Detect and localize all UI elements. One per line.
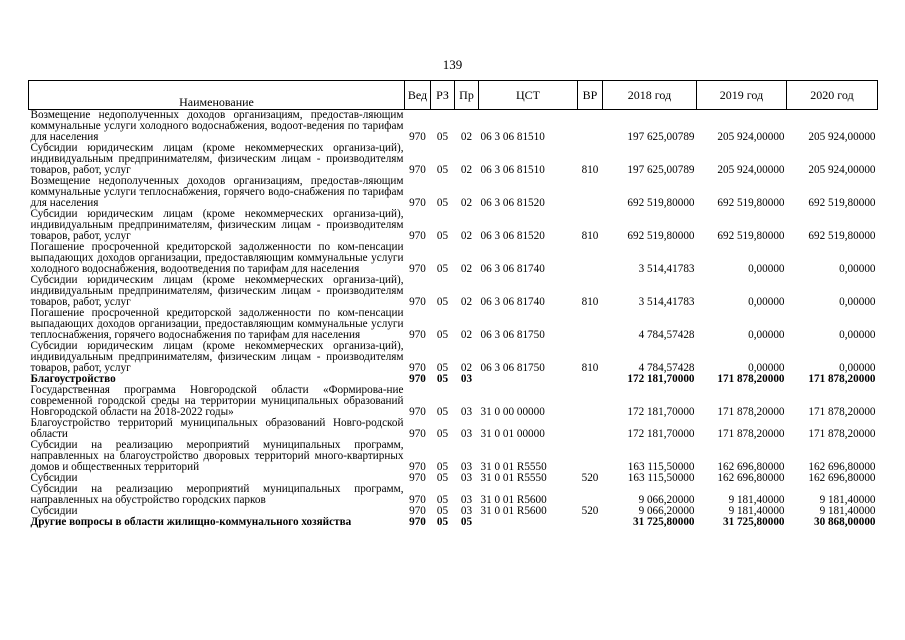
row-cst: 06 3 06 81510	[480, 131, 545, 143]
row-rz: 05	[436, 505, 449, 517]
header-ved: Вед	[405, 81, 431, 110]
table-row	[29, 517, 878, 528]
table-row	[29, 275, 878, 308]
row-vr	[578, 374, 603, 385]
header-2019: 2019 год	[697, 81, 787, 110]
row-rz: 05	[436, 373, 449, 385]
row-rz: 05	[436, 461, 449, 473]
row-2020: 692 519,80000	[808, 197, 876, 209]
row-2020: 205 924,00000	[808, 131, 876, 143]
row-2018: 197 625,00789	[627, 164, 695, 176]
row-2019: 31 725,80000	[722, 516, 785, 528]
row-2019: 0,00000	[748, 263, 785, 275]
table-row	[29, 143, 878, 176]
row-2018: 4 784,57428	[638, 329, 695, 341]
row-2020: 0,00000	[839, 296, 876, 308]
header-rz: РЗ	[431, 81, 455, 110]
row-rz: 05	[436, 428, 449, 440]
row-cst	[479, 374, 578, 385]
row-name: Возмещение недополученных доходов организациям, предостав-ляющим коммунальные услуги теплоснабжения, горячего водо-снабжения по тарифам для населения	[30, 175, 404, 209]
row-2018: 163 115,50000	[627, 472, 695, 484]
table-row	[29, 242, 878, 275]
row-name: Субсидии	[30, 472, 78, 484]
row-vr	[578, 418, 603, 440]
row-vr	[578, 176, 603, 209]
row-2018: 9 066,20000	[638, 494, 695, 506]
row-name: Государственная программа Новгородской области «Формирова-ние современной городской среды на территории муниципальных образований Новгородской области на 2018-2022 годы»	[30, 384, 404, 418]
row-2019: 0,00000	[748, 362, 785, 374]
row-2019: 171 878,20000	[717, 428, 785, 440]
row-ved: 970	[409, 296, 426, 308]
row-2018: 163 115,50000	[627, 461, 695, 473]
row-rz: 05	[436, 164, 449, 176]
row-pr: 03	[460, 373, 473, 385]
row-pr: 03	[460, 406, 473, 418]
row-name: Другие вопросы в области жилищно-коммунального хозяйства	[30, 516, 352, 528]
row-name: Благоустройство	[30, 373, 116, 385]
row-vr	[578, 385, 603, 418]
row-cst: 31 0 01 R5550	[480, 461, 547, 473]
row-pr: 02	[460, 263, 473, 275]
header-2018: 2018 год	[603, 81, 697, 110]
row-rz: 05	[436, 516, 449, 528]
row-rz: 05	[436, 197, 449, 209]
table-row	[29, 308, 878, 341]
row-name: Субсидии юридическим лицам (кроме некоммерческих организа-ций), индивидуальным предпринимателям, физическим лицам - производителям товаров, работ, услуг	[30, 142, 404, 176]
row-cst: 31 0 00 00000	[480, 406, 545, 418]
row-2019: 0,00000	[748, 329, 785, 341]
budget-table	[28, 80, 878, 528]
row-name: Субсидии юридическим лицам (кроме некоммерческих организа-ций), индивидуальным предпринимателям, физическим лицам - производителям товаров, работ, услуг	[30, 340, 404, 374]
row-2020: 205 924,00000	[808, 164, 876, 176]
row-2020: 162 696,80000	[808, 472, 876, 484]
header-cst: ЦСТ	[479, 81, 578, 110]
row-ved: 970	[409, 230, 426, 242]
row-2019: 692 519,80000	[717, 230, 785, 242]
row-ved: 970	[409, 197, 426, 209]
row-vr: 520	[581, 505, 599, 517]
row-2019: 171 878,20000	[717, 373, 785, 385]
row-pr: 02	[460, 230, 473, 242]
row-pr: 02	[460, 197, 473, 209]
row-vr: 810	[581, 362, 599, 374]
row-2019: 9 181,40000	[728, 494, 785, 506]
row-2019: 205 924,00000	[717, 131, 785, 143]
row-2018: 3 514,41783	[638, 296, 695, 308]
header-pr: Пр	[455, 81, 479, 110]
row-rz: 05	[436, 263, 449, 275]
row-name: Благоустройство территорий муниципальных образований Новго-родской области	[30, 417, 404, 440]
table-row	[29, 385, 878, 418]
row-2018: 197 625,00789	[627, 131, 695, 143]
row-2019: 205 924,00000	[717, 164, 785, 176]
row-2019: 162 696,80000	[717, 461, 785, 473]
row-pr: 03	[460, 494, 473, 506]
row-pr: 03	[460, 505, 473, 517]
row-vr	[578, 440, 603, 473]
row-2019: 171 878,20000	[717, 406, 785, 418]
row-name: Субсидии	[30, 505, 78, 517]
row-cst: 06 3 06 81740	[480, 296, 545, 308]
row-cst: 06 3 06 81520	[480, 230, 545, 242]
header-2020: 2020 год	[787, 81, 878, 110]
row-vr	[578, 517, 603, 528]
row-rz: 05	[436, 494, 449, 506]
row-vr: 810	[581, 164, 599, 176]
row-vr	[578, 242, 603, 275]
row-2020: 9 181,40000	[819, 505, 876, 517]
row-vr: 520	[581, 472, 599, 484]
row-cst: 06 3 06 81510	[480, 164, 545, 176]
row-ved: 970	[409, 494, 426, 506]
row-ved: 970	[409, 461, 426, 473]
row-ved: 970	[409, 373, 426, 385]
table-body	[29, 110, 878, 529]
table-row	[29, 176, 878, 209]
row-2018: 692 519,80000	[627, 197, 695, 209]
row-2018: 31 725,80000	[632, 516, 695, 528]
row-2018: 172 181,70000	[627, 373, 695, 385]
row-cst	[479, 517, 578, 528]
row-name: Погашение просроченной кредиторской задолженности по ком-пенсации выпадающих доходов организации, предоставляющим коммунальные услуги холодного водоснабжения, водоотведения по тарифам для населения	[30, 241, 404, 275]
row-ved: 970	[409, 472, 426, 484]
row-ved: 970	[409, 164, 426, 176]
row-rz: 05	[436, 406, 449, 418]
row-pr: 03	[460, 461, 473, 473]
row-name: Субсидии юридическим лицам (кроме некоммерческих организа-ций), индивидуальным предпринимателям, физическим лицам - производителям товаров, работ, услуг	[30, 274, 404, 308]
row-vr: 810	[581, 230, 599, 242]
row-ved: 970	[409, 263, 426, 275]
table-header-row	[29, 81, 878, 110]
table-row	[29, 418, 878, 440]
row-pr: 05	[460, 516, 473, 528]
row-2019: 0,00000	[748, 296, 785, 308]
row-name: Субсидии на реализацию мероприятий муниципальных программ, направленных на обустройство городских парков	[30, 483, 404, 506]
row-pr: 02	[460, 131, 473, 143]
row-pr: 03	[460, 472, 473, 484]
row-ved: 970	[409, 516, 426, 528]
row-pr: 02	[460, 362, 473, 374]
table-row	[29, 209, 878, 242]
row-ved: 970	[409, 428, 426, 440]
row-2018: 3 514,41783	[638, 263, 695, 275]
row-2018: 692 519,80000	[627, 230, 695, 242]
row-ved: 970	[409, 131, 426, 143]
row-2020: 0,00000	[839, 362, 876, 374]
row-2020: 171 878,20000	[808, 373, 876, 385]
row-pr: 02	[460, 164, 473, 176]
row-cst: 06 3 06 81740	[480, 263, 545, 275]
row-cst: 31 0 01 R5600	[480, 494, 547, 506]
row-cst: 06 3 06 81520	[480, 197, 545, 209]
row-pr: 02	[460, 296, 473, 308]
row-ved: 970	[409, 329, 426, 341]
row-2020: 9 181,40000	[819, 494, 876, 506]
row-2018: 9 066,20000	[638, 505, 695, 517]
row-2018: 172 181,70000	[627, 406, 695, 418]
row-rz: 05	[436, 296, 449, 308]
row-2019: 9 181,40000	[728, 505, 785, 517]
row-ved: 970	[409, 406, 426, 418]
row-cst: 31 0 01 00000	[480, 428, 545, 440]
row-cst: 06 3 06 81750	[480, 362, 545, 374]
page-number: 139	[442, 57, 463, 72]
row-vr	[578, 110, 603, 144]
row-2020: 30 868,00000	[813, 516, 876, 528]
row-ved: 970	[409, 505, 426, 517]
row-rz: 05	[436, 131, 449, 143]
row-cst: 06 3 06 81750	[480, 329, 545, 341]
row-pr: 02	[460, 329, 473, 341]
row-2020: 0,00000	[839, 263, 876, 275]
row-cst: 31 0 01 R5600	[480, 505, 547, 517]
header-vr: ВР	[578, 81, 603, 110]
row-name: Погашение просроченной кредиторской задолженности по ком-пенсации выпадающих доходов организации, предоставляющим коммунальные услуги теплоснабжения, горячего водоснабжения по тарифам для населения	[30, 307, 404, 341]
row-2019: 692 519,80000	[717, 197, 785, 209]
row-2020: 692 519,80000	[808, 230, 876, 242]
row-rz: 05	[436, 472, 449, 484]
row-ved: 970	[409, 362, 426, 374]
row-cst: 31 0 01 R5550	[480, 472, 547, 484]
row-vr: 810	[581, 296, 599, 308]
row-name: Возмещение недополученных доходов организациям, предостав-ляющим коммунальные услуги холодного водоснабжения, водоот-ведения по тарифам для населения	[30, 109, 404, 143]
row-2020: 171 878,20000	[808, 428, 876, 440]
table-row	[29, 110, 878, 144]
row-pr: 03	[460, 428, 473, 440]
row-vr	[578, 308, 603, 341]
table-row	[29, 341, 878, 374]
header-name: Наименование	[29, 81, 405, 110]
row-2018: 4 784,57428	[638, 362, 695, 374]
row-rz: 05	[436, 230, 449, 242]
row-name: Субсидии на реализацию мероприятий муниципальных программ, направленных на благоустройство дворовых территорий много-квартирных домов и общественных территорий	[30, 439, 404, 473]
row-2018: 172 181,70000	[627, 428, 695, 440]
row-2020: 162 696,80000	[808, 461, 876, 473]
table-row	[29, 440, 878, 473]
row-rz: 05	[436, 329, 449, 341]
table-row	[29, 484, 878, 506]
row-vr	[578, 484, 603, 506]
row-name: Субсидии юридическим лицам (кроме некоммерческих организа-ций), индивидуальным предпринимателям, физическим лицам - производителям товаров, работ, услуг	[30, 208, 404, 242]
row-2020: 0,00000	[839, 329, 876, 341]
row-2019: 162 696,80000	[717, 472, 785, 484]
row-2020: 171 878,20000	[808, 406, 876, 418]
row-rz: 05	[436, 362, 449, 374]
